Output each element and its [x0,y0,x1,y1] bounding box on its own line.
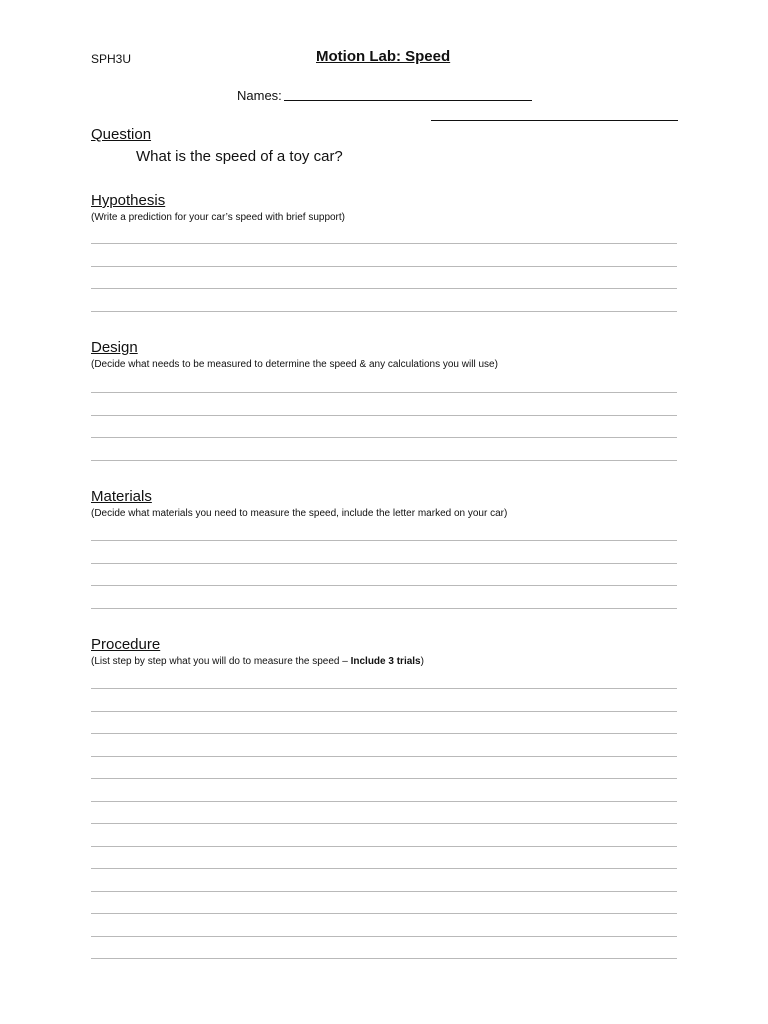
materials-answer-line[interactable] [91,540,677,541]
hypothesis-answer-line[interactable] [91,266,677,267]
design-instructions: (Decide what needs to be measured to determine the speed & any calculations you will use) [91,359,498,370]
question-heading: Question [91,126,152,143]
materials-instructions: (Decide what materials you need to measure the speed, include the letter marked on your car) [91,508,508,519]
materials-answer-line[interactable] [91,585,677,586]
procedure-answer-line[interactable] [91,778,677,779]
procedure-instructions-suffix: ) [420,656,424,667]
procedure-answer-line[interactable] [91,823,677,824]
design-answer-line[interactable] [91,460,677,461]
procedure-answer-line[interactable] [91,868,677,869]
course-code: SPH3U [91,52,132,66]
procedure-answer-line[interactable] [91,711,677,712]
hypothesis-answer-line[interactable] [91,288,677,289]
hypothesis-instructions: (Write a prediction for your car’s speed with brief support) [91,212,345,223]
design-answer-lines [91,392,677,482]
procedure-answer-line[interactable] [91,688,677,689]
materials-section [91,488,677,520]
design-heading: Design [91,339,138,356]
procedure-answer-line[interactable] [91,891,677,892]
design-answer-line[interactable] [91,392,677,393]
procedure-answer-lines [91,688,677,981]
procedure-heading: Procedure [91,636,161,653]
hypothesis-answer-line[interactable] [91,311,677,312]
hypothesis-answer-line[interactable] [91,243,677,244]
design-section [91,339,677,371]
materials-answer-line[interactable] [91,608,677,609]
materials-heading: Materials [91,488,152,505]
materials-answer-line[interactable] [91,563,677,564]
design-answer-line[interactable] [91,415,677,416]
procedure-answer-line[interactable] [91,913,677,914]
names-input-line-2[interactable] [431,120,678,121]
question-text: What is the speed of a toy car? [136,148,343,165]
page-title: Motion Lab: Speed [316,48,451,65]
materials-answer-lines [91,540,677,630]
procedure-answer-line[interactable] [91,846,677,847]
procedure-instructions [91,655,677,668]
names-label: Names: [237,88,282,103]
names-row [237,88,532,103]
procedure-answer-line[interactable] [91,958,677,959]
hypothesis-answer-lines [91,243,677,333]
procedure-section [91,636,677,668]
procedure-instructions-bold: Include 3 trials [350,656,421,667]
procedure-answer-line[interactable] [91,756,677,757]
procedure-answer-line[interactable] [91,733,677,734]
design-answer-line[interactable] [91,437,677,438]
hypothesis-section [91,192,677,224]
procedure-answer-line[interactable] [91,801,677,802]
question-section [91,126,677,144]
procedure-answer-line[interactable] [91,936,677,937]
names-input-line-1[interactable] [284,99,532,101]
hypothesis-heading: Hypothesis [91,192,166,209]
procedure-instructions-prefix: (List step by step what you will do to measure the speed – [91,656,351,667]
